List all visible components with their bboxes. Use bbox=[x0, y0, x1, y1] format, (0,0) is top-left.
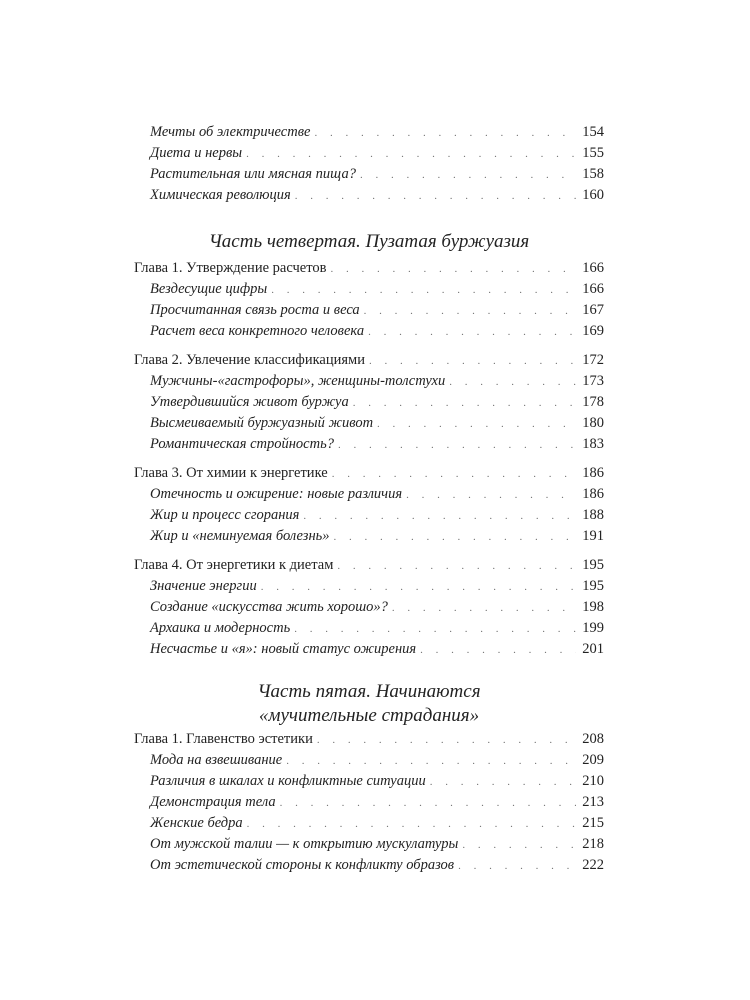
entry-title: Вездесущие цифры bbox=[150, 281, 268, 297]
leader-dots bbox=[430, 772, 577, 793]
entry-title: Диета и нервы bbox=[150, 145, 243, 161]
toc-entry bbox=[150, 321, 604, 342]
chapter-page: 208 bbox=[582, 731, 604, 747]
leader-dots bbox=[369, 351, 576, 372]
toc-entry bbox=[150, 279, 604, 300]
entry-title: Высмеиваемый буржуазный живот bbox=[150, 415, 374, 431]
part-heading bbox=[134, 680, 604, 728]
leader-dots bbox=[261, 577, 577, 598]
entry-title: Мода на взвешивание bbox=[150, 752, 283, 768]
leader-dots bbox=[368, 322, 576, 343]
toc-entry bbox=[150, 771, 604, 792]
leader-dots bbox=[314, 123, 576, 144]
entry-page: 178 bbox=[582, 394, 604, 410]
toc-entry bbox=[150, 392, 604, 413]
leader-dots bbox=[286, 751, 576, 772]
entry-title: Отечность и ожирение: новые различия bbox=[150, 486, 403, 502]
leader-dots bbox=[246, 144, 576, 165]
entry-page: 154 bbox=[582, 124, 604, 140]
entry-title: Женские бедра bbox=[150, 815, 243, 831]
entry-title: Жир и процесс сгорания bbox=[150, 507, 300, 523]
toc-entry bbox=[150, 834, 604, 855]
toc-entry bbox=[150, 505, 604, 526]
entry-page: 186 bbox=[582, 486, 604, 502]
part-heading: Часть четвертая. Пузатая буржуазия bbox=[208, 231, 530, 252]
chapter-entry bbox=[134, 729, 604, 750]
toc-entry bbox=[150, 122, 604, 143]
part-heading-line2: «мучительные страдания» bbox=[258, 705, 480, 726]
chapter-title: Глава 3. От химии к энергетике bbox=[134, 465, 328, 481]
leader-dots bbox=[420, 640, 576, 661]
entry-title: От мужской талии — к открытию мускулатуры bbox=[150, 836, 459, 852]
entry-page: 183 bbox=[582, 436, 604, 452]
toc-entry bbox=[150, 484, 604, 505]
entry-page: 158 bbox=[582, 166, 604, 182]
leader-dots bbox=[353, 393, 577, 414]
toc-entry bbox=[150, 526, 604, 547]
entry-page: 199 bbox=[582, 620, 604, 636]
toc-entry bbox=[150, 597, 604, 618]
entry-page: 188 bbox=[582, 507, 604, 523]
entry-title: Демонстрация тела bbox=[150, 794, 276, 810]
entry-page: 169 bbox=[582, 323, 604, 339]
entry-title: Создание «искусства жить хорошо»? bbox=[150, 599, 388, 615]
toc-entry bbox=[150, 639, 604, 660]
entry-title: Архаика и модерность bbox=[150, 620, 291, 636]
entry-page: 210 bbox=[582, 773, 604, 789]
entry-page: 215 bbox=[582, 815, 604, 831]
entry-title: Романтическая стройность? bbox=[150, 436, 334, 452]
toc-entry bbox=[150, 371, 604, 392]
chapter-entry bbox=[134, 258, 604, 279]
toc-entry bbox=[150, 813, 604, 834]
entry-page: 167 bbox=[582, 302, 604, 318]
entry-page: 213 bbox=[582, 794, 604, 810]
leader-dots bbox=[458, 856, 576, 877]
leader-dots bbox=[449, 372, 576, 393]
entry-title: Различия в шкалах и конфликтные ситуации bbox=[150, 773, 426, 789]
leader-dots bbox=[247, 814, 577, 835]
entry-page: 166 bbox=[582, 281, 604, 297]
entry-page: 209 bbox=[582, 752, 604, 768]
leader-dots bbox=[332, 464, 577, 485]
chapter-page: 195 bbox=[582, 557, 604, 573]
chapter-title: Глава 1. Утверждение расчетов bbox=[134, 260, 327, 276]
leader-dots bbox=[303, 506, 576, 527]
toc-entry bbox=[150, 576, 604, 597]
leader-dots bbox=[360, 165, 576, 186]
leader-dots bbox=[337, 556, 576, 577]
chapter-title: Глава 1. Главенство эстетики bbox=[134, 731, 313, 747]
leader-dots bbox=[462, 835, 576, 856]
entry-page: 201 bbox=[582, 641, 604, 657]
entry-title: Мужчины-«гастрофоры», женщины-толстухи bbox=[150, 373, 446, 389]
chapter-title: Глава 4. От энергетики к диетам bbox=[134, 557, 334, 573]
chapter-page: 172 bbox=[582, 352, 604, 368]
toc-entry bbox=[150, 750, 604, 771]
toc-entry bbox=[150, 618, 604, 639]
entry-page: 218 bbox=[582, 836, 604, 852]
leader-dots bbox=[338, 435, 576, 456]
entry-page: 198 bbox=[582, 599, 604, 615]
entry-title: Растительная или мясная пища? bbox=[150, 166, 356, 182]
toc-entry bbox=[150, 413, 604, 434]
entry-page: 191 bbox=[582, 528, 604, 544]
chapter-title: Глава 2. Увлечение классификациями bbox=[134, 352, 365, 368]
toc-entry bbox=[150, 143, 604, 164]
leader-dots bbox=[295, 186, 577, 207]
chapter-entry bbox=[134, 463, 604, 484]
entry-title: Химическая революция bbox=[150, 187, 291, 203]
entry-title: Значение энергии bbox=[150, 578, 257, 594]
toc-entry bbox=[150, 792, 604, 813]
leader-dots bbox=[392, 598, 576, 619]
entry-title: Жир и «неминуемая болезнь» bbox=[150, 528, 330, 544]
entry-page: 160 bbox=[582, 187, 604, 203]
entry-title: От эстетической стороны к конфликту образов bbox=[150, 857, 455, 873]
entry-page: 155 bbox=[582, 145, 604, 161]
chapter-page: 186 bbox=[582, 465, 604, 481]
leader-dots bbox=[271, 280, 576, 301]
part-heading-line1: Часть пятая. Начинаются bbox=[257, 681, 481, 702]
toc-entry bbox=[150, 164, 604, 185]
leader-dots bbox=[364, 301, 577, 322]
toc-entry bbox=[150, 300, 604, 321]
toc-entry bbox=[150, 855, 604, 876]
leader-dots bbox=[317, 730, 576, 751]
entry-page: 173 bbox=[582, 373, 604, 389]
leader-dots bbox=[294, 619, 576, 640]
toc-entry bbox=[150, 185, 604, 206]
leader-dots bbox=[330, 259, 576, 280]
entry-title: Расчет веса конкретного человека bbox=[150, 323, 365, 339]
chapter-entry bbox=[134, 555, 604, 576]
entry-page: 195 bbox=[582, 578, 604, 594]
leader-dots bbox=[406, 485, 576, 506]
chapter-page: 166 bbox=[582, 260, 604, 276]
chapter-entry bbox=[134, 350, 604, 371]
leader-dots bbox=[280, 793, 577, 814]
leader-dots bbox=[334, 527, 577, 548]
entry-page: 222 bbox=[582, 857, 604, 873]
entry-title: Мечты об электричестве bbox=[150, 124, 311, 140]
entry-title: Утвердившийся живот буржуа bbox=[150, 394, 349, 410]
toc-entry bbox=[150, 434, 604, 455]
leader-dots bbox=[377, 414, 576, 435]
entry-title: Несчастье и «я»: новый статус ожирения bbox=[150, 641, 417, 657]
entry-title: Просчитанная связь роста и веса bbox=[150, 302, 360, 318]
entry-page: 180 bbox=[582, 415, 604, 431]
